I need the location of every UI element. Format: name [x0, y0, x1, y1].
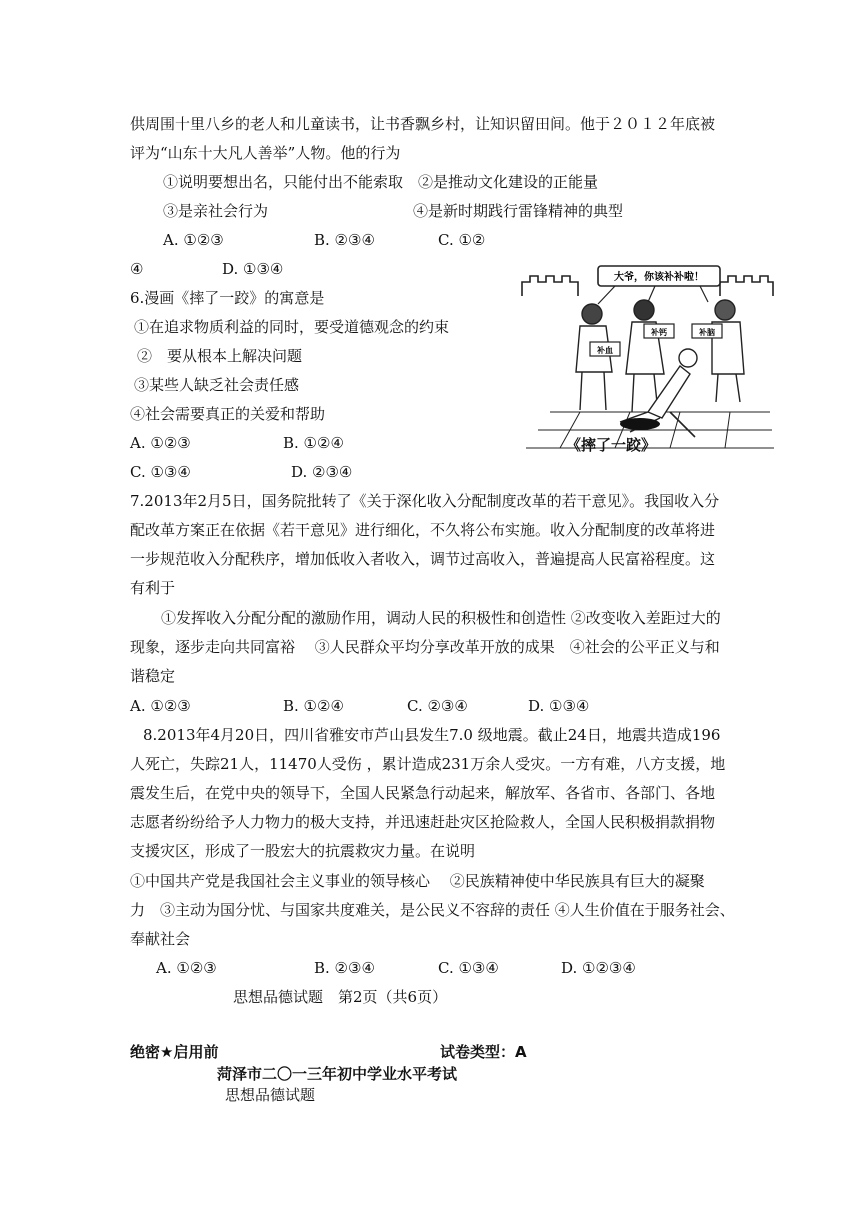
q5-choice-c: C. ①②	[438, 231, 486, 249]
q8-choice-b: B. ②③④	[314, 959, 375, 977]
q5-option-4: ④是新时期践行雷锋精神的典型	[413, 202, 624, 220]
q7-line-3: 一步规范收入分配秩序，增加低收入者收入，调节过高收入，普遍提高人民富裕程度。这	[130, 550, 716, 568]
q5-choice-c-continued: ④	[130, 260, 144, 278]
q7-choice-d: D. ①③④	[528, 697, 590, 715]
q6-option-3: ③某些人缺乏社会责任感	[134, 376, 300, 394]
woman-left-figure	[576, 304, 612, 410]
q8-choice-d: D. ①②③④	[561, 959, 636, 977]
cartoon-illustration	[520, 262, 775, 462]
q5-choice-d: D. ①③④	[222, 260, 284, 278]
q6-choice-a: A. ①②③	[130, 434, 191, 452]
q8-line-2: 人死亡，失踪21人，11470人受伤 ，累计造成231万余人受灾。一方有难，八方支援，地	[130, 755, 726, 773]
q5-line-2: 评为“山东十大凡人善举”人物。他的行为	[130, 144, 401, 162]
cartoon-caption: 《摔了一跤》	[566, 436, 657, 454]
q6-title: 6.漫画《摔了一跤》的寓意是	[130, 289, 325, 307]
q7-line-4: 有利于	[130, 579, 176, 597]
q7-choice-a: A. ①②③	[130, 697, 191, 715]
q8-choice-c: C. ①③④	[438, 959, 499, 977]
q8-line-5: 支援灾区，形成了一股宏大的抗震救灾力量。在说明	[130, 842, 476, 860]
q6-choice-b: B. ①②④	[283, 434, 344, 452]
q7-line-7: 谐稳定	[130, 667, 176, 685]
exam-title: 菏泽市二〇一三年初中学业水平考试	[217, 1065, 458, 1083]
q5-choice-a: A. ①②③	[163, 231, 224, 249]
q6-option-1: ①在追求物质利益的同时，要受道德观念的约束	[134, 318, 450, 336]
man-right-figure	[712, 300, 744, 402]
left-wall	[522, 276, 578, 296]
q8-choice-a: A. ①②③	[156, 959, 217, 977]
right-wall	[720, 276, 773, 296]
q5-choice-b: B. ②③④	[314, 231, 375, 249]
q5-option-1: ①说明要想出名，只能付出不能索取	[163, 173, 404, 191]
q6-option-4: ④社会需要真正的关爱和帮助	[130, 405, 326, 423]
q8-line-7: 力 ③主动为国分忧、与国家共度难关，是公民义不容辞的责任 ④人生价值在于服务社会、	[130, 901, 735, 919]
q7-line-5: ①发挥收入分配分配的激励作用，调动人民的积极性和创造性 ②改变收入差距过大的	[161, 609, 721, 627]
q7-line-6: 现象，逐步走向共同富裕 ③人民群众平均分享改革开放的成果 ④社会的公平正义与和	[130, 638, 720, 656]
q8-line-4: 志愿者纷纷给予人力物力的极大支持，并迅速赶赴灾区抢险救人，全国人民积极捐款捐物	[130, 813, 716, 831]
q5-option-2: ②是推动文化建设的正能量	[418, 173, 599, 191]
q8-line-3: 震发生后，在党中央的领导下，全国人民紧急行动起来，解放军、各省市、各部门、各地	[130, 784, 716, 802]
subject-title: 思想品德试题	[225, 1086, 316, 1104]
sign-calcium-text: 补钙	[651, 328, 667, 337]
q8-line-8: 奉献社会	[130, 930, 191, 948]
q8-line-1: 8.2013年4月20日，四川省雅安市芦山县发生7.0 级地震。截止24日，地震共造成196	[143, 726, 721, 744]
sign-brain-text: 补脑	[699, 328, 715, 337]
q6-choice-d: D. ②③④	[291, 463, 353, 481]
q6-choice-c: C. ①③④	[130, 463, 191, 481]
confidential-label: 绝密★启用前	[130, 1043, 219, 1061]
q7-choice-c: C. ②③④	[407, 697, 468, 715]
sign-blood-text: 补血	[597, 346, 613, 355]
paper-type-label: 试卷类型：A	[440, 1043, 527, 1061]
q5-line-1: 供周围十里八乡的老人和儿童读书，让书香飘乡村，让知识留田间。他于２０１２年底被	[130, 115, 716, 133]
page-footer: 思想品德试题 第2页（共6页）	[233, 988, 448, 1006]
q6-option-2: ② 要从根本上解决问题	[137, 347, 303, 365]
q7-choice-b: B. ①②④	[283, 697, 344, 715]
q8-line-6: ①中国共产党是我国社会主义事业的领导核心 ②民族精神使中华民族具有巨大的凝聚	[130, 872, 705, 890]
speech-bubble-text: 大爷，你该补补啦！	[614, 272, 704, 283]
q5-option-3: ③是亲社会行为	[163, 202, 269, 220]
q7-line-1: 7.2013年2月5日，国务院批转了《关于深化收入分配制度改革的若干意见》。我国收入分	[130, 492, 720, 510]
woman-middle-figure	[626, 300, 664, 412]
q7-line-2: 配改革方案正在依据《若干意见》进行细化，不久将公布实施。收入分配制度的改革将进	[130, 521, 716, 539]
